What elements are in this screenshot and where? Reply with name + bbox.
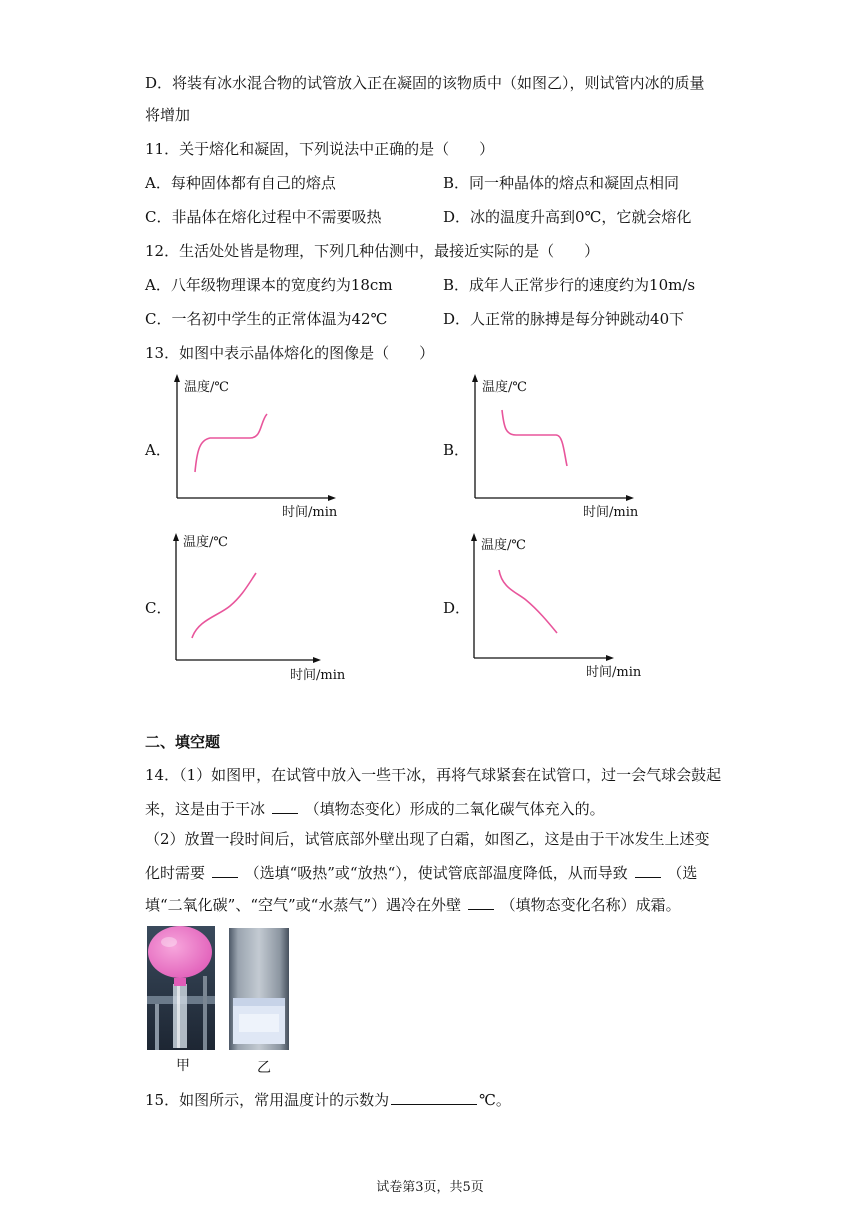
q15-part2: ℃。 — [479, 1091, 511, 1109]
q15-line — [145, 1088, 511, 1110]
q14-line4-part2: （选填“吸热”或“放热“），使试管底部温度降低，从而导致 — [244, 864, 628, 882]
photo-yi-caption: 乙 — [257, 1060, 271, 1076]
graph-a-curve — [195, 414, 267, 472]
q11-option-a: A．每种固体都有自己的熔点 — [145, 174, 336, 192]
q15-blank[interactable] — [391, 1088, 477, 1105]
q12-option-b: B．成年人正常步行的速度约为10m/s — [443, 276, 696, 294]
graph-c-curve — [192, 573, 256, 638]
q11-stem: 11．关于熔化和凝固，下列说法中正确的是（ ） — [145, 140, 495, 158]
graph-c-xlabel: 时间/min — [290, 668, 346, 683]
q14-blank-3[interactable] — [635, 861, 661, 878]
q10-option-d-line2: 将增加 — [145, 106, 191, 124]
graph-b — [468, 372, 643, 522]
q12-option-d: D．人正常的脉搏是每分钟跳动40下 — [443, 310, 685, 328]
q14-line4-part3: （选 — [667, 864, 698, 882]
q14-line3: （2）放置一段时间后，试管底部外壁出现了白霜，如图乙，这是由于干冰发生上述变 — [145, 830, 710, 848]
graph-b-ylabel: 温度/℃ — [482, 380, 527, 395]
q15-part1: 15．如图所示，常用温度计的示数为 — [145, 1091, 390, 1109]
graph-a — [170, 372, 345, 522]
q12-option-c: C．一名初中学生的正常体温为42℃ — [145, 310, 388, 328]
graph-d-letter: D． — [443, 599, 471, 617]
q13-stem: 13．如图中表示晶体熔化的图像是（ ） — [145, 344, 435, 362]
q12-stem: 12．生活处处皆是物理，下列几种估测中，最接近实际的是（ ） — [145, 242, 600, 260]
q14-line5-part1: 填“二氧化碳”、“空气”或“水蒸气”）遇冷在外壁 — [145, 896, 462, 914]
q11-option-b: B．同一种晶体的熔点和凝固点相同 — [443, 174, 680, 192]
graph-a-xlabel: 时间/min — [282, 505, 338, 520]
graph-a-ylabel: 温度/℃ — [184, 380, 229, 395]
graph-c — [170, 530, 350, 685]
graph-d-ylabel: 温度/℃ — [481, 538, 526, 553]
photo-jia-caption: 甲 — [176, 1058, 190, 1074]
q11-option-d: D．冰的温度升高到0℃，它就会熔化 — [443, 208, 692, 226]
graph-c-letter: C． — [145, 599, 172, 617]
q14-line5 — [145, 893, 681, 915]
photo-yi-frost — [229, 928, 289, 1050]
q14-line2-part2: （填物态变化）形成的二氧化碳气体充入的。 — [304, 800, 605, 818]
graph-d-xlabel: 时间/min — [586, 665, 642, 680]
q14-line4 — [145, 861, 697, 883]
graph-d — [468, 530, 648, 685]
graph-c-ylabel: 温度/℃ — [183, 535, 228, 550]
q10-option-d-line1: D．将装有冰水混合物的试管放入正在凝固的该物质中（如图乙），则试管内冰的质量 — [145, 74, 705, 92]
q14-blank-4[interactable] — [468, 893, 494, 910]
q14-blank-2[interactable] — [212, 861, 238, 878]
graph-b-xlabel: 时间/min — [583, 505, 639, 520]
q14-blank-1[interactable] — [272, 797, 298, 814]
section-fill-in-title: 二、填空题 — [145, 733, 221, 751]
q14-line2-part1: 来，这是由于干冰 — [145, 800, 266, 818]
q12-option-a: A．八年级物理课本的宽度约为18cm — [145, 276, 393, 294]
q14-line2 — [145, 797, 605, 819]
graph-d-curve — [499, 570, 557, 633]
q11-option-c: C．非晶体在熔化过程中不需要吸热 — [145, 208, 382, 226]
q14-line5-part2: （填物态变化名称）成霜。 — [500, 896, 681, 914]
graph-b-letter: B． — [443, 441, 470, 459]
q14-line4-part1: 化时需要 — [145, 864, 206, 882]
graph-b-curve — [502, 410, 567, 466]
page-footer: 试卷第3页，共5页 — [376, 1180, 484, 1195]
graph-a-letter: A． — [145, 441, 171, 459]
photo-jia-balloon — [147, 926, 215, 1050]
q14-line1: 14．（1）如图甲，在试管中放入一些干冰，再将气球紧套在试管口，过一会气球会鼓起 — [145, 766, 722, 784]
